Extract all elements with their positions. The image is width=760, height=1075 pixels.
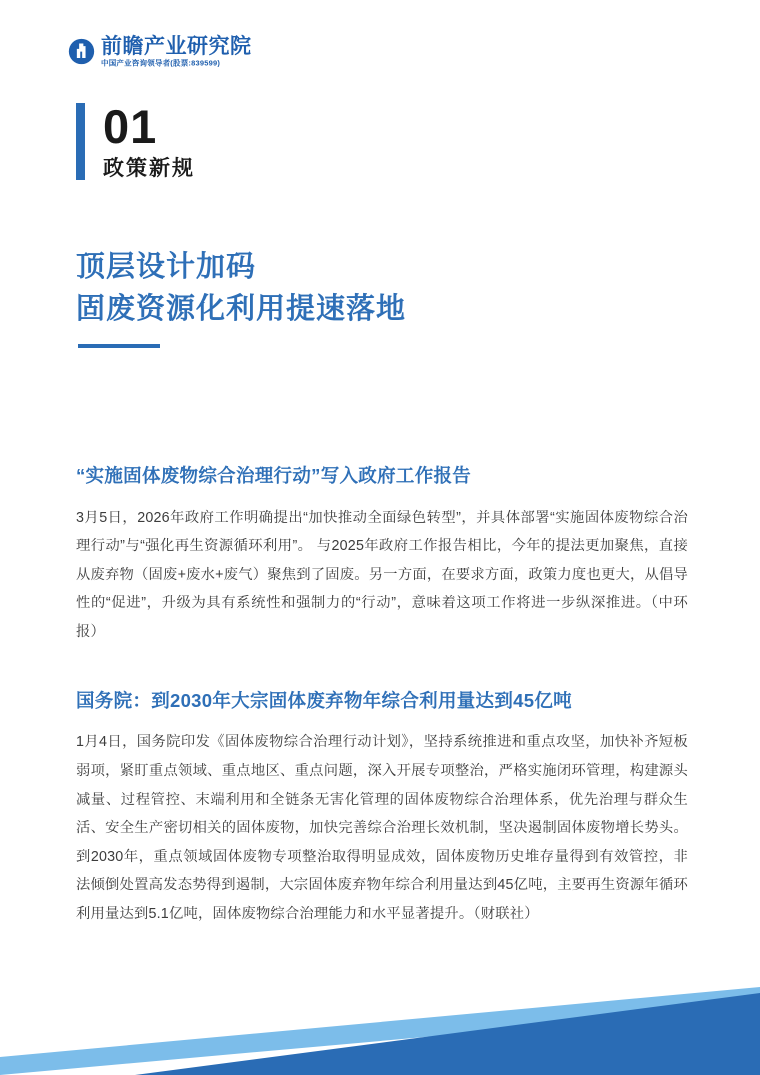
section-label: 政策新规: [103, 157, 195, 180]
article-heading: 国务院：到2030年大宗固体废弃物年综合利用量达到45亿吨: [76, 689, 572, 711]
logo-subtitle: 中国产业咨询领导者(股票:839599): [101, 59, 221, 68]
article-body: 1月4日，国务院印发《固体废物综合治理行动计划》，坚持系统推进和重点攻坚，加快补齐短板弱项，紧盯重点领域、重点地区、重点问题，深入开展专项整治，严格实施闭环管理，构建源头减量、过程管控、末端利用和全链条无害化管理的固体废物综合治理体系，优先治理与群众生活、安全生产密切相关的固体废物，加快完善综合治理长效机制，坚决遏制固体废物增长势头。到2030年，重点领域固体废物专项整治取得明显成效，固体废物历史堆存量得到有效管控，非法倾倒处置高发态势得到遏制，大宗固体废弃物年综合利用量达到45亿吨，主要再生资源年循环利用量达到5.1亿吨，固体废物综合治理能力和水平显著提升。（财联社）: [76, 734, 688, 922]
logo-company-name: 前瞻产业研究院: [101, 35, 252, 58]
article-body: 3月5日，2026年政府工作明确提出“加快推动全面绿色转型”，并具体部署“实施固体废物综合治理行动”与“强化再生资源循环利用”。 与2025年政府工作报告相比，今年的提法更加聚焦，直接从废弃物（固废+废水+废气）聚焦到了固废。另一方面，在要求方面，政策力度也更大，从倡导性的“促进”，升级为具有系统性和强制力的“行动”，意味着这项工作将进一步纵深推进。（中环报）: [76, 509, 688, 641]
article-list: [76, 462, 688, 928]
section-marker: [76, 100, 195, 180]
article-heading: “实施固体废物综合治理行动”写入政府工作报告: [76, 465, 472, 486]
article-item: [76, 687, 688, 929]
page-title-line-2: 固废资源化利用提速落地: [76, 293, 407, 326]
footer-decoration: [0, 985, 760, 1075]
circle-tower-icon: [68, 38, 95, 65]
section-number: 01: [103, 100, 158, 153]
section-accent-bar: [76, 103, 85, 180]
page-title-line-1: 顶层设计加码: [76, 251, 257, 283]
page-title: [76, 246, 696, 330]
article-item: [76, 462, 688, 647]
title-divider: [78, 344, 160, 348]
brand-logo: [68, 36, 252, 68]
